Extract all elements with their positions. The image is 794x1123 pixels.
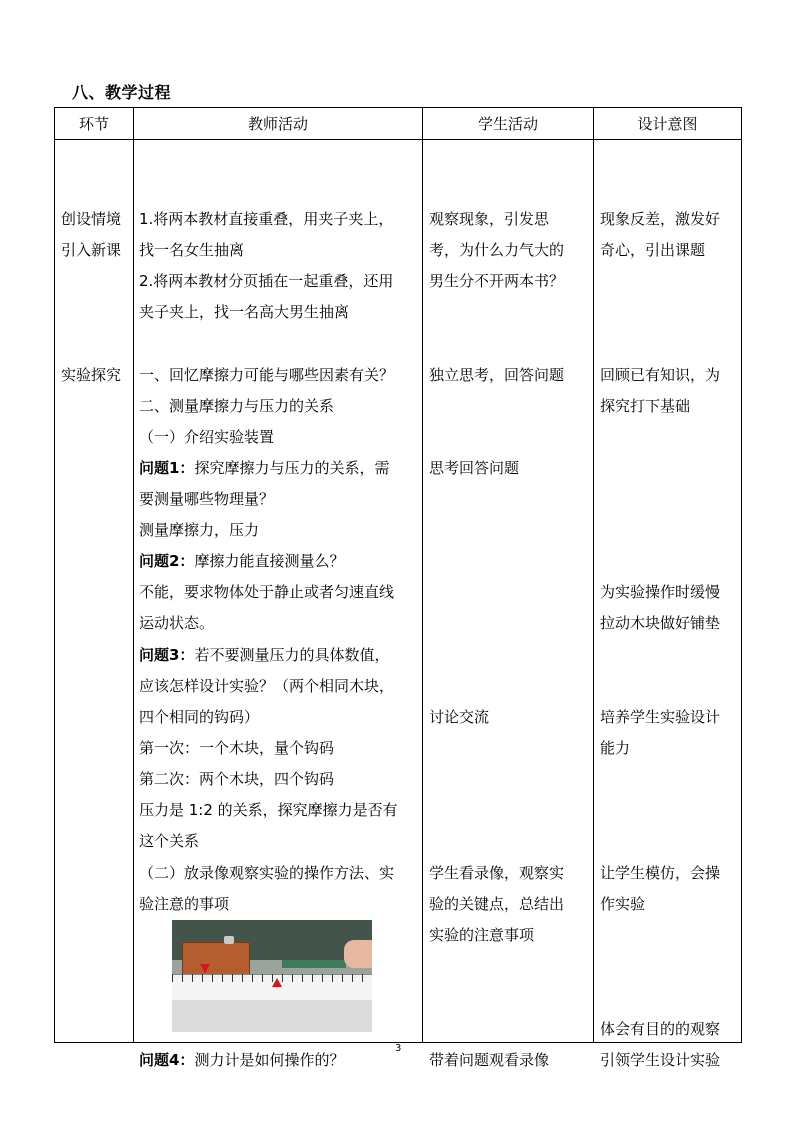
- header-teacher-activity: 教师活动: [134, 108, 423, 140]
- student-line: 学生看录像，观察实: [429, 864, 565, 882]
- intent-line: 为实验操作时缓慢: [600, 583, 721, 601]
- teacher-line: 验注意的事项: [139, 895, 230, 913]
- question-label: 问题1：: [139, 459, 195, 477]
- teacher-line: 1.将两本教材直接重叠，用夹子夹上，: [139, 210, 394, 228]
- stage-label: 创设情境: [61, 210, 122, 228]
- student-line: 独立思考，回答问题: [429, 366, 565, 384]
- student-line: 思考回答问题: [429, 459, 520, 477]
- intent-line: 体会有目的的观察: [600, 1020, 721, 1038]
- student-line: 带着问题观看录像: [429, 1051, 550, 1069]
- student-activity-cell: [423, 140, 594, 1069]
- table-header-row: [55, 108, 742, 140]
- teacher-line: 一、回忆摩擦力可能与哪些因素有关？: [139, 366, 395, 384]
- teacher-line: 不能，要求物体处于静止或者匀速直线: [139, 583, 395, 601]
- question-label: 问题4：: [139, 1051, 195, 1069]
- teacher-line: （一）介绍实验装置: [139, 428, 275, 446]
- intent-line: 拉动木块做好铺垫: [600, 614, 721, 632]
- teacher-line: 应该怎样设计实验？（两个相同木块，: [139, 677, 395, 695]
- teacher-line: 夹子夹上，找一名高大男生抽离: [139, 303, 350, 321]
- table-body-row: [55, 140, 742, 1043]
- teacher-line: 测量摩擦力，压力: [139, 521, 260, 539]
- student-line: 观察现象，引发思: [429, 210, 550, 228]
- teacher-line: 第二次：两个木块，四个钩码: [139, 770, 335, 788]
- teacher-line: 要测量哪些物理量？: [139, 490, 275, 508]
- teacher-activity-cell: [134, 140, 423, 1069]
- design-intent-cell: [594, 140, 742, 1069]
- intent-line: 探究打下基础: [600, 397, 691, 415]
- stage-cell: [55, 140, 134, 1043]
- question-label: 问题2：: [139, 552, 195, 570]
- student-line: 实验的注意事项: [429, 926, 535, 944]
- intent-line: 引领学生设计实验: [600, 1051, 721, 1069]
- section-heading: 八、教学过程: [72, 83, 172, 102]
- intent-line: 回顾已有知识，为: [600, 366, 721, 384]
- teacher-line: （二）放录像观察实验的操作方法、实: [139, 864, 395, 882]
- page-number: 3: [395, 1043, 402, 1054]
- student-line: 男生分不开两本书？: [429, 272, 565, 290]
- teacher-line: 压力是 1:2 的关系，探究摩擦力是否有: [139, 801, 398, 819]
- teacher-line: 二、测量摩擦力与压力的关系: [139, 397, 335, 415]
- stage-label: 引入新课: [61, 241, 122, 259]
- stage-label: 实验探究: [61, 366, 122, 384]
- student-line: 讨论交流: [429, 708, 490, 726]
- header-student-activity: 学生活动: [423, 108, 594, 140]
- question-1: [139, 458, 389, 478]
- question-3: [139, 645, 389, 665]
- intent-line: 奇心，引出课题: [600, 241, 706, 259]
- teacher-line: 找一名女生抽离: [139, 241, 245, 259]
- question-text: 测力计是如何操作的？: [194, 1051, 345, 1069]
- header-stage: 环节: [55, 108, 134, 140]
- question-text: 若不要测量压力的具体数值，: [194, 646, 390, 664]
- intent-line: 能力: [600, 739, 631, 757]
- intent-line: 培养学生实验设计: [600, 708, 721, 726]
- intent-line: 现象反差，激发好: [600, 210, 721, 228]
- intent-line: 作实验: [600, 895, 646, 913]
- intent-line: 让学生模仿，会操: [600, 864, 721, 882]
- teacher-line: 这个关系: [139, 832, 200, 850]
- question-text: 探究摩擦力与压力的关系，需: [194, 459, 390, 477]
- question-text: 摩擦力能直接测量么？: [194, 552, 345, 570]
- experiment-video-still: [172, 920, 372, 1032]
- teacher-line: 运动状态。: [139, 614, 215, 632]
- teacher-line: 四个相同的钩码）: [139, 708, 260, 726]
- teacher-line: 第一次：一个木块，量个钩码: [139, 739, 335, 757]
- question-label: 问题3：: [139, 646, 195, 664]
- student-line: 验的关键点，总结出: [429, 895, 565, 913]
- question-2: [139, 551, 344, 571]
- question-4: [139, 1050, 344, 1070]
- teacher-line: 2.将两本教材分页插在一起重叠，还用: [139, 272, 394, 290]
- header-design-intent: 设计意图: [594, 108, 742, 140]
- teaching-process-table: [54, 107, 742, 1069]
- student-line: 考，为什么力气大的: [429, 241, 565, 259]
